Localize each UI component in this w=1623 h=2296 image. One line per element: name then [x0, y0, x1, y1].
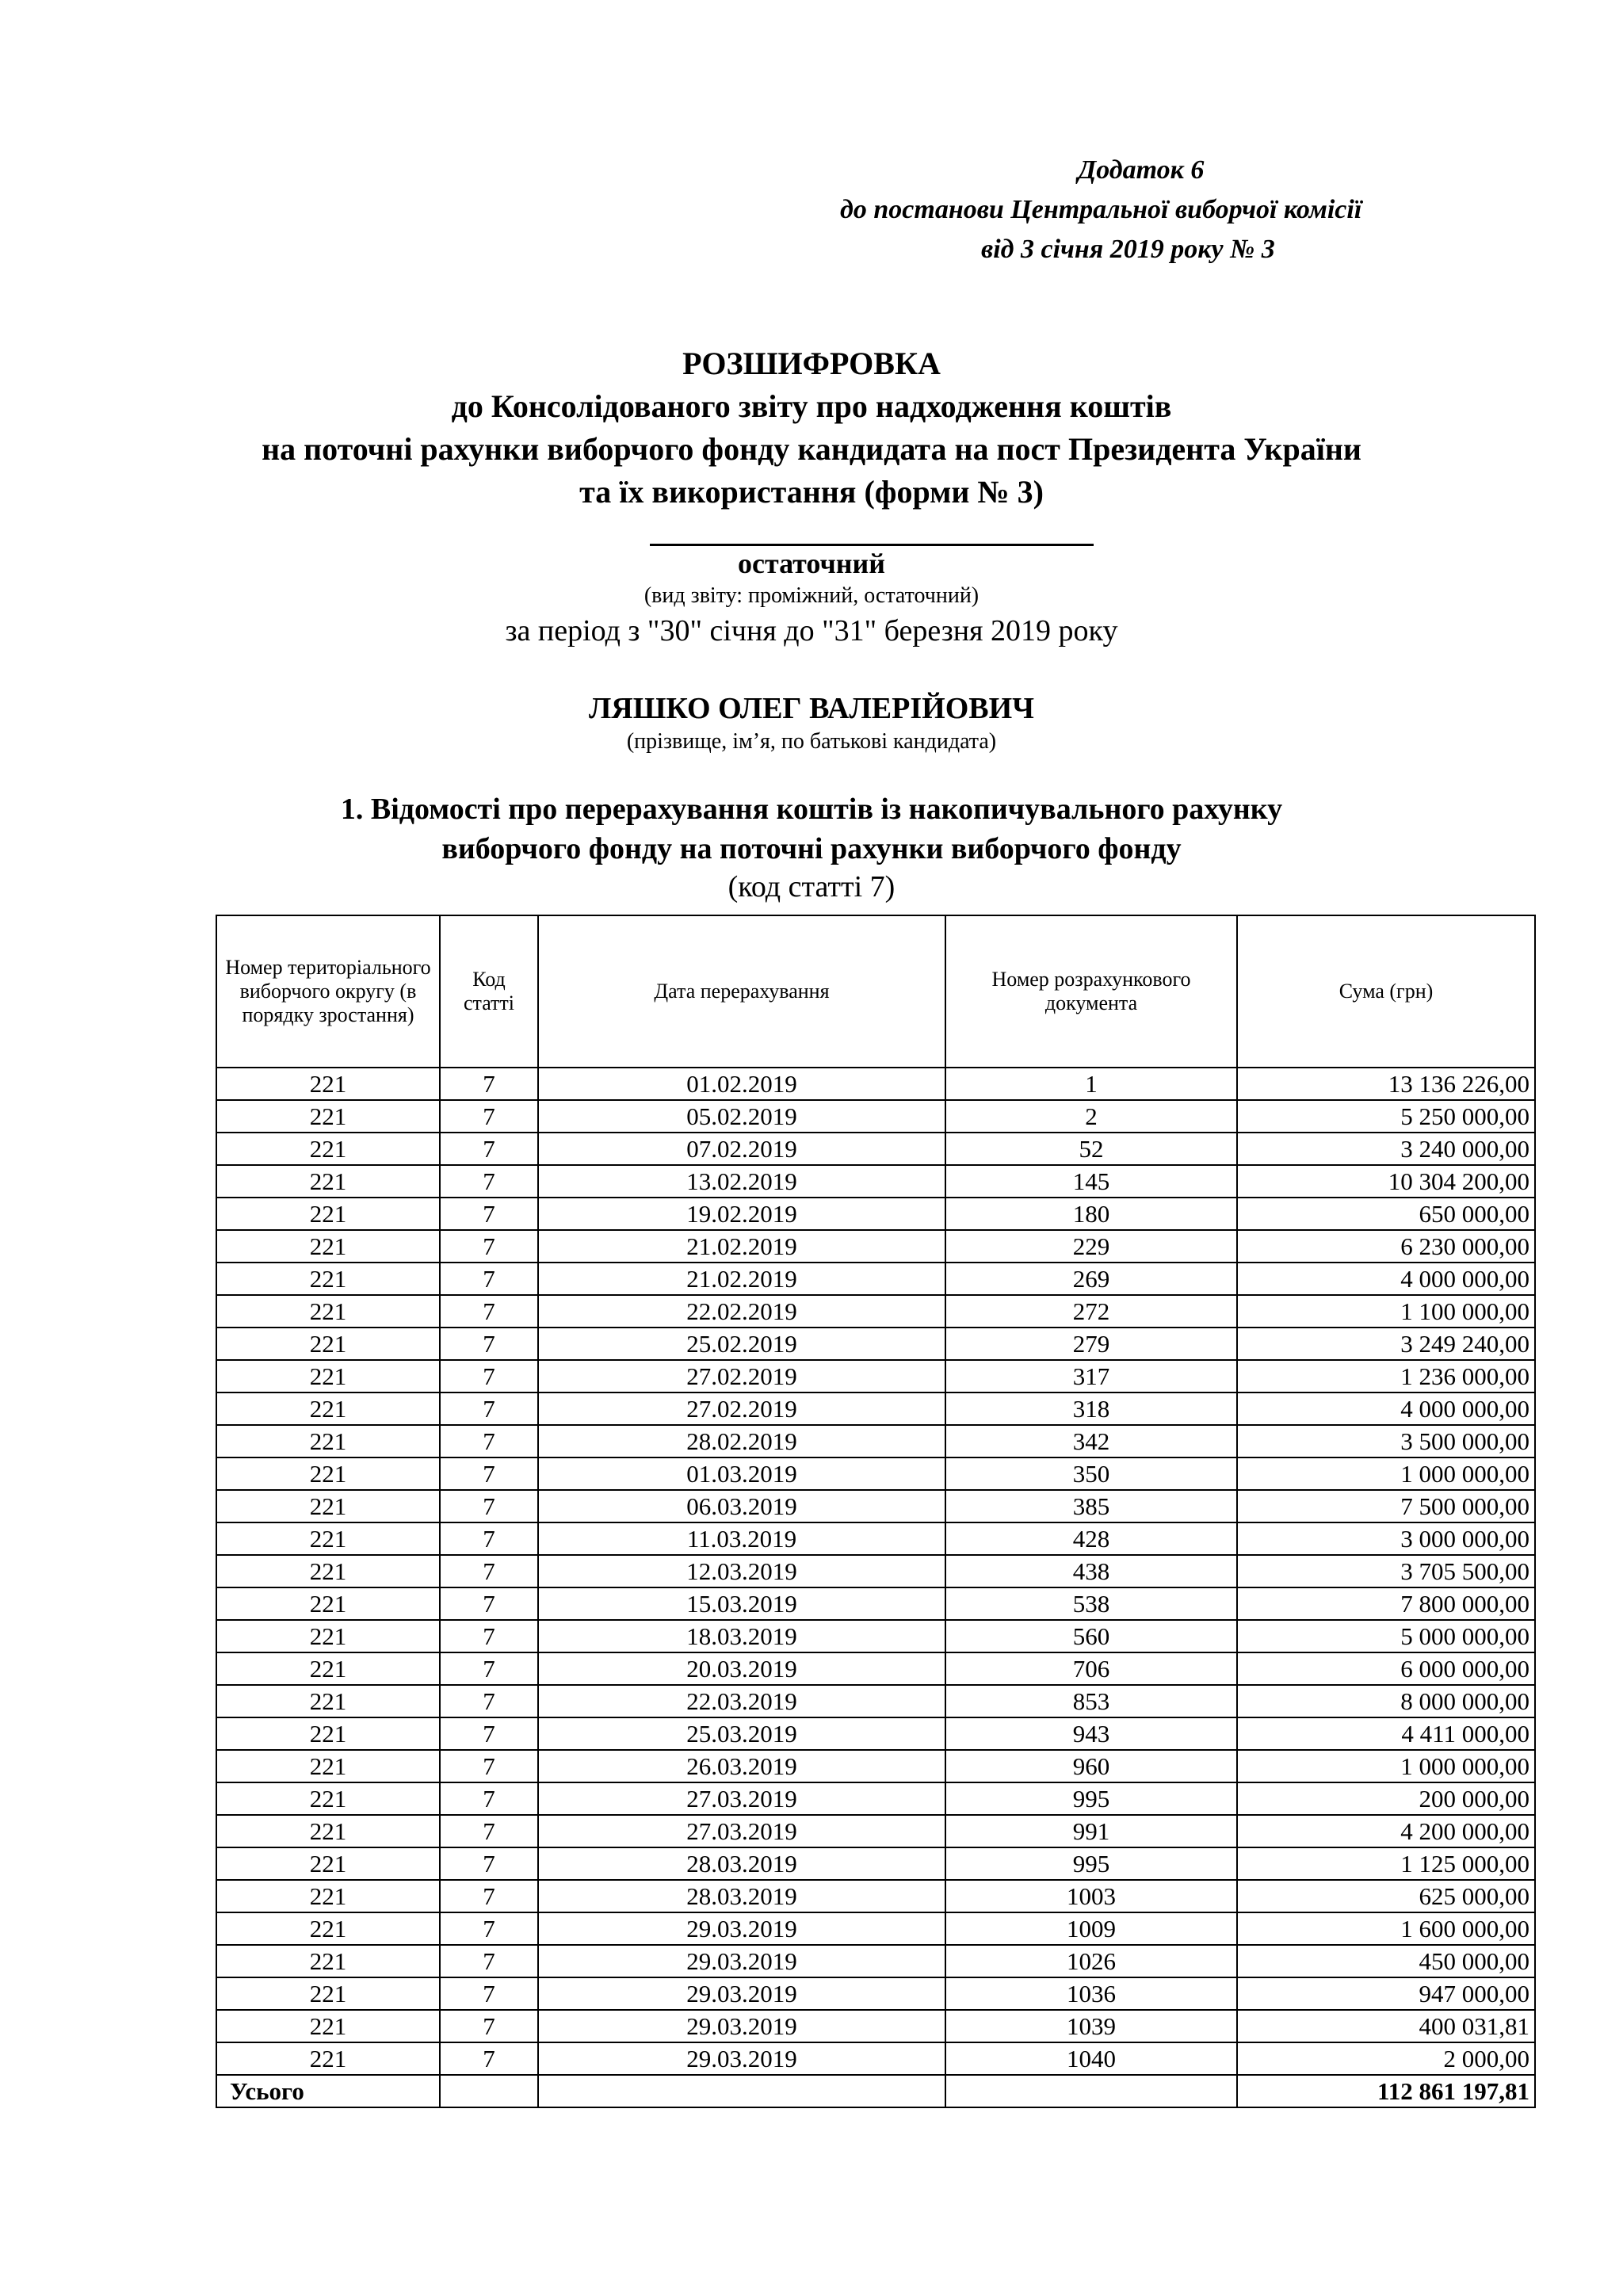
cell-code: 7	[440, 1165, 538, 1198]
cell-district: 221	[216, 1555, 440, 1587]
title-line-3: на поточні рахунки виборчого фонду кандидата на пост Президента України	[262, 431, 1361, 467]
total-sum: 112 861 197,81	[1237, 2075, 1535, 2107]
cell-sum: 3 249 240,00	[1237, 1328, 1535, 1360]
cell-code: 7	[440, 1198, 538, 1230]
table-row	[216, 1522, 1535, 1555]
cell-code: 7	[440, 1977, 538, 2010]
cell-sum: 5 250 000,00	[1237, 1100, 1535, 1133]
cell-sum: 6 000 000,00	[1237, 1652, 1535, 1685]
cell-code: 7	[440, 1295, 538, 1328]
cell-sum: 1 600 000,00	[1237, 1912, 1535, 1945]
cell-doc: 995	[945, 1782, 1237, 1815]
cell-code: 7	[440, 1230, 538, 1263]
table-body	[216, 1068, 1535, 2075]
cell-doc: 943	[945, 1717, 1237, 1750]
cell-date: 13.02.2019	[538, 1165, 945, 1198]
cell-doc: 145	[945, 1165, 1237, 1198]
cell-sum: 3 000 000,00	[1237, 1522, 1535, 1555]
cell-code: 7	[440, 1750, 538, 1782]
cell-doc: 991	[945, 1815, 1237, 1847]
cell-date: 29.03.2019	[538, 2042, 945, 2075]
cell-date: 12.03.2019	[538, 1555, 945, 1587]
cell-code: 7	[440, 1717, 538, 1750]
cell-date: 29.03.2019	[538, 2010, 945, 2042]
total-empty-cell	[538, 2075, 945, 2107]
candidate-block	[0, 691, 1623, 755]
cell-date: 27.02.2019	[538, 1360, 945, 1392]
cell-district: 221	[216, 1198, 440, 1230]
cell-code: 7	[440, 1328, 538, 1360]
report-kind-block	[0, 547, 1623, 648]
cell-date: 27.03.2019	[538, 1815, 945, 1847]
cell-sum: 4 000 000,00	[1237, 1392, 1535, 1425]
table-row	[216, 1815, 1535, 1847]
cell-district: 221	[216, 1328, 440, 1360]
cell-code: 7	[440, 1555, 538, 1587]
cell-sum: 200 000,00	[1237, 1782, 1535, 1815]
table-row	[216, 1685, 1535, 1717]
table-row	[216, 1717, 1535, 1750]
cell-sum: 1 100 000,00	[1237, 1295, 1535, 1328]
cell-code: 7	[440, 1587, 538, 1620]
cell-date: 25.03.2019	[538, 1717, 945, 1750]
cell-date: 29.03.2019	[538, 1977, 945, 2010]
table-row	[216, 1263, 1535, 1295]
cell-doc: 269	[945, 1263, 1237, 1295]
cell-doc: 428	[945, 1522, 1237, 1555]
cell-doc: 1039	[945, 2010, 1237, 2042]
table-row	[216, 1782, 1535, 1815]
annex-title: Додаток 6	[1078, 155, 1205, 185]
total-empty-cell	[945, 2075, 1237, 2107]
cell-code: 7	[440, 1685, 538, 1717]
cell-district: 221	[216, 1068, 440, 1100]
cell-sum: 1 125 000,00	[1237, 1847, 1535, 1880]
cell-district: 221	[216, 2010, 440, 2042]
section-heading	[0, 789, 1623, 905]
header-date: Дата перерахування	[538, 915, 945, 1068]
cell-sum: 947 000,00	[1237, 1977, 1535, 2010]
cell-district: 221	[216, 1230, 440, 1263]
cell-sum: 7 800 000,00	[1237, 1587, 1535, 1620]
cell-district: 221	[216, 1620, 440, 1652]
transfers-table	[216, 915, 1536, 2108]
cell-doc: 1040	[945, 2042, 1237, 2075]
table-row	[216, 1652, 1535, 1685]
table-row	[216, 1880, 1535, 1912]
table-row	[216, 1425, 1535, 1457]
table-row	[216, 1912, 1535, 1945]
cell-doc: 180	[945, 1198, 1237, 1230]
cell-district: 221	[216, 2042, 440, 2075]
table-row	[216, 1068, 1535, 1100]
table-row	[216, 1750, 1535, 1782]
cell-sum: 4 000 000,00	[1237, 1263, 1535, 1295]
cell-code: 7	[440, 1263, 538, 1295]
cell-district: 221	[216, 1165, 440, 1198]
cell-date: 27.02.2019	[538, 1392, 945, 1425]
table-row	[216, 1360, 1535, 1392]
cell-sum: 5 000 000,00	[1237, 1620, 1535, 1652]
cell-code: 7	[440, 1068, 538, 1100]
cell-date: 18.03.2019	[538, 1620, 945, 1652]
cell-sum: 1 000 000,00	[1237, 1750, 1535, 1782]
cell-doc: 229	[945, 1230, 1237, 1263]
annex-date: від 3 січня 2019 року № 3	[981, 235, 1275, 264]
cell-doc: 960	[945, 1750, 1237, 1782]
cell-district: 221	[216, 1100, 440, 1133]
document-title	[0, 344, 1623, 512]
cell-district: 221	[216, 1360, 440, 1392]
table-row	[216, 1555, 1535, 1587]
table-row	[216, 1100, 1535, 1133]
cell-code: 7	[440, 1945, 538, 1977]
table-row	[216, 1587, 1535, 1620]
table-header-row	[216, 915, 1535, 1068]
cell-date: 26.03.2019	[538, 1750, 945, 1782]
cell-date: 21.02.2019	[538, 1230, 945, 1263]
cell-district: 221	[216, 1263, 440, 1295]
cell-doc: 1003	[945, 1880, 1237, 1912]
cell-date: 06.03.2019	[538, 1490, 945, 1522]
cell-date: 20.03.2019	[538, 1652, 945, 1685]
cell-doc: 385	[945, 1490, 1237, 1522]
report-kind-hint: (вид звіту: проміжний, остаточний)	[643, 583, 980, 608]
cell-doc: 438	[945, 1555, 1237, 1587]
candidate-hint: (прізвище, ім’я, по батькові кандидата)	[626, 729, 997, 754]
total-label: Усього	[216, 2075, 440, 2107]
header-sum: Сума (грн)	[1237, 915, 1535, 1068]
cell-district: 221	[216, 1847, 440, 1880]
cell-code: 7	[440, 1847, 538, 1880]
cell-doc: 350	[945, 1457, 1237, 1490]
cell-date: 29.03.2019	[538, 1912, 945, 1945]
cell-date: 28.03.2019	[538, 1847, 945, 1880]
section-line-1: 1. Відомості про перерахування коштів із накопичувального рахунку	[340, 793, 1283, 826]
cell-sum: 3 240 000,00	[1237, 1133, 1535, 1165]
cell-code: 7	[440, 1782, 538, 1815]
table-row	[216, 1133, 1535, 1165]
table-row	[216, 1165, 1535, 1198]
cell-code: 7	[440, 1490, 538, 1522]
cell-doc: 560	[945, 1620, 1237, 1652]
cell-code: 7	[440, 2042, 538, 2075]
cell-doc: 52	[945, 1133, 1237, 1165]
cell-doc: 272	[945, 1295, 1237, 1328]
cell-district: 221	[216, 1425, 440, 1457]
cell-district: 221	[216, 1587, 440, 1620]
cell-code: 7	[440, 1522, 538, 1555]
cell-district: 221	[216, 1685, 440, 1717]
title-line-1: РОЗШИФРОВКА	[682, 346, 941, 381]
cell-district: 221	[216, 1652, 440, 1685]
cell-code: 7	[440, 1133, 538, 1165]
cell-sum: 450 000,00	[1237, 1945, 1535, 1977]
cell-date: 05.02.2019	[538, 1100, 945, 1133]
cell-code: 7	[440, 1815, 538, 1847]
cell-sum: 3 500 000,00	[1237, 1425, 1535, 1457]
table-row	[216, 1847, 1535, 1880]
cell-sum: 1 000 000,00	[1237, 1457, 1535, 1490]
candidate-name: ЛЯШКО ОЛЕГ ВАЛЕРІЙОВИЧ	[588, 692, 1035, 725]
header-doc: Номер розрахункового документа	[945, 915, 1237, 1068]
cell-sum: 3 705 500,00	[1237, 1555, 1535, 1587]
table-row	[216, 1230, 1535, 1263]
cell-date: 28.03.2019	[538, 1880, 945, 1912]
cell-date: 27.03.2019	[538, 1782, 945, 1815]
table-row	[216, 1945, 1535, 1977]
cell-date: 22.03.2019	[538, 1685, 945, 1717]
cell-date: 19.02.2019	[538, 1198, 945, 1230]
cell-doc: 317	[945, 1360, 1237, 1392]
cell-district: 221	[216, 1522, 440, 1555]
cell-doc: 342	[945, 1425, 1237, 1457]
cell-district: 221	[216, 1977, 440, 2010]
cell-code: 7	[440, 2010, 538, 2042]
cell-district: 221	[216, 1490, 440, 1522]
cell-code: 7	[440, 1652, 538, 1685]
cell-sum: 4 200 000,00	[1237, 1815, 1535, 1847]
section-line-3: (код статті 7)	[727, 870, 896, 904]
cell-doc: 318	[945, 1392, 1237, 1425]
table-row	[216, 1392, 1535, 1425]
annex-resolution: до постанови Центральної виборчої комісії	[840, 195, 1362, 224]
cell-date: 25.02.2019	[538, 1328, 945, 1360]
cell-doc: 279	[945, 1328, 1237, 1360]
cell-date: 21.02.2019	[538, 1263, 945, 1295]
cell-sum: 650 000,00	[1237, 1198, 1535, 1230]
cell-sum: 10 304 200,00	[1237, 1165, 1535, 1198]
cell-date: 29.03.2019	[538, 1945, 945, 1977]
report-kind-underline	[650, 544, 1094, 546]
total-empty-cell	[440, 2075, 538, 2107]
cell-sum: 4 411 000,00	[1237, 1717, 1535, 1750]
cell-sum: 2 000,00	[1237, 2042, 1535, 2075]
cell-sum: 400 031,81	[1237, 2010, 1535, 2042]
cell-district: 221	[216, 1457, 440, 1490]
cell-date: 07.02.2019	[538, 1133, 945, 1165]
cell-date: 11.03.2019	[538, 1522, 945, 1555]
cell-district: 221	[216, 1815, 440, 1847]
cell-district: 221	[216, 1782, 440, 1815]
header-code: Код статті	[440, 915, 538, 1068]
cell-doc: 853	[945, 1685, 1237, 1717]
cell-district: 221	[216, 1295, 440, 1328]
report-kind: остаточний	[738, 548, 885, 579]
cell-district: 221	[216, 1133, 440, 1165]
cell-date: 28.02.2019	[538, 1425, 945, 1457]
cell-code: 7	[440, 1620, 538, 1652]
cell-sum: 1 236 000,00	[1237, 1360, 1535, 1392]
table-row	[216, 1977, 1535, 2010]
cell-code: 7	[440, 1100, 538, 1133]
table-row	[216, 1295, 1535, 1328]
cell-district: 221	[216, 1750, 440, 1782]
cell-doc: 995	[945, 1847, 1237, 1880]
total-row	[216, 2075, 1535, 2107]
cell-district: 221	[216, 1912, 440, 1945]
cell-date: 15.03.2019	[538, 1587, 945, 1620]
table-row	[216, 1198, 1535, 1230]
section-line-2: виборчого фонду на поточні рахунки виборчого фонду	[441, 832, 1182, 865]
table-row	[216, 1490, 1535, 1522]
cell-doc: 1026	[945, 1945, 1237, 1977]
cell-doc: 1009	[945, 1912, 1237, 1945]
cell-doc: 2	[945, 1100, 1237, 1133]
title-line-4: та їх використання (форми № 3)	[579, 474, 1044, 510]
cell-district: 221	[216, 1880, 440, 1912]
cell-date: 22.02.2019	[538, 1295, 945, 1328]
cell-date: 01.03.2019	[538, 1457, 945, 1490]
cell-district: 221	[216, 1945, 440, 1977]
cell-sum: 6 230 000,00	[1237, 1230, 1535, 1263]
cell-sum: 625 000,00	[1237, 1880, 1535, 1912]
cell-doc: 1	[945, 1068, 1237, 1100]
table-row	[216, 2042, 1535, 2075]
table-row	[216, 1457, 1535, 1490]
table-row	[216, 1620, 1535, 1652]
cell-code: 7	[440, 1392, 538, 1425]
cell-code: 7	[440, 1912, 538, 1945]
cell-sum: 7 500 000,00	[1237, 1490, 1535, 1522]
table-row	[216, 1328, 1535, 1360]
cell-district: 221	[216, 1392, 440, 1425]
cell-code: 7	[440, 1360, 538, 1392]
cell-doc: 538	[945, 1587, 1237, 1620]
cell-code: 7	[440, 1880, 538, 1912]
cell-sum: 13 136 226,00	[1237, 1068, 1535, 1100]
cell-code: 7	[440, 1457, 538, 1490]
cell-date: 01.02.2019	[538, 1068, 945, 1100]
cell-code: 7	[440, 1425, 538, 1457]
cell-doc: 706	[945, 1652, 1237, 1685]
header-district: Номер територіального виборчого округу (в порядку зростання)	[216, 915, 440, 1068]
cell-sum: 8 000 000,00	[1237, 1685, 1535, 1717]
title-line-2: до Консолідованого звіту про надходження коштів	[451, 388, 1172, 424]
cell-district: 221	[216, 1717, 440, 1750]
cell-doc: 1036	[945, 1977, 1237, 2010]
report-period: за період з "30" січня до "31" березня 2019 року	[505, 614, 1118, 648]
table-row	[216, 2010, 1535, 2042]
